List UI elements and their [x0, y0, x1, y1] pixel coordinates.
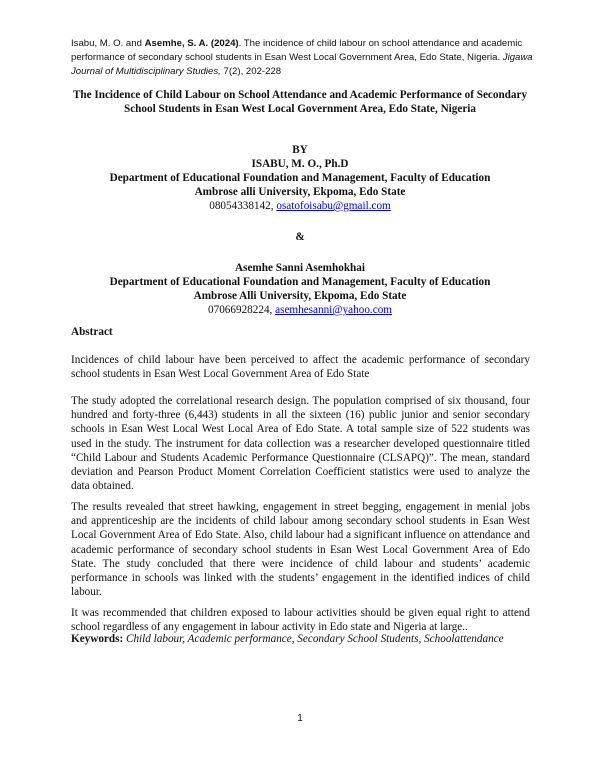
citation-author2: Asemhe, S. A. (2024)	[144, 38, 239, 49]
keywords	[71, 632, 536, 646]
author-phone: 08054338142,	[209, 200, 277, 212]
citation-header	[71, 37, 541, 79]
abstract-paragraph: The results revealed that street hawking, engagement in street begging, engagement in menial jobs and apprenticeship are the incidents of child labour among secondary school students in Esan West Local Government Area of Edo State. Also, child labour had a significant influence on attendance and academic performance of secondary school students in Esan West Local Government Area of Edo State. The study concluded that there were incidence of child labour and students’ academic performance in schools was linked with the students’ engagement in the identified indices of child labour.	[71, 501, 530, 599]
ampersand: &	[295, 231, 305, 243]
citation-author1: Isabu, M. O. and	[71, 38, 145, 49]
abstract-paragraph: The study adopted the correlational research design. The population comprised of six thousand, four hundred and forty-three (6,443) students in all the sixteen (16) public junior and senior secondary schools in Esan West Local West Local Area of Edo State. A total sample size of 522 students was used in the study. The instrument for data collection was a researcher developed questionnaire titled “Child Labour and Students Academic Performance Questionnaire (CLSAPQ)”. The mean, standard deviation and Pearson Product Moment Correlation Coefficient statistics were used to analyze the data obtained.	[71, 395, 530, 493]
author-department: Department of Educational Foundation and Management, Faculty of Education	[109, 276, 491, 288]
abstract-paragraph: It was recommended that children exposed to labour activities should be given equal right to attend school regardless of any engagement in labour activity in Edo state and Nigeria at large..	[71, 607, 530, 634]
author-name: Asemhe Sanni Asemhokhai	[235, 262, 365, 274]
by-label: BY	[292, 144, 308, 156]
author-email-link[interactable]: osatofoisabu@gmail.com	[276, 200, 391, 212]
citation-volume: 7(2), 202-228	[220, 66, 282, 77]
author-university: Ambrose Alli University, Ekpoma, Edo State	[193, 290, 407, 302]
author-contact	[60, 199, 540, 213]
citation-journal: Jigawa Journal of Multidisciplinary Studies,	[71, 52, 533, 77]
author-university: Ambrose alli University, Ekpoma, Edo State	[194, 186, 406, 198]
author-phone: 07066928224,	[208, 304, 276, 316]
abstract-paragraph: Incidences of child labour have been perceived to affect the academic performance of secondary school students in Esan West Local Government Area of Edo State	[71, 354, 530, 381]
keywords-text: Child labour, Academic performance, Secondary School Students, Schoolattendance	[123, 633, 504, 645]
citation-text: . The incidence of child labour on school attendance and academic performance of secondary school students in Esan West Local Government Area, Edo State, Nigeria.	[71, 38, 523, 63]
author-email-link[interactable]: asemhesanni@yahoo.com	[275, 304, 392, 316]
author-block-2	[60, 261, 540, 317]
page-number: 1	[297, 713, 303, 724]
paper-title: The Incidence of Child Labour on School Attendance and Academic Performance of Secondary School Students in Esan West Local Government Area, Edo State, Nigeria	[72, 89, 528, 115]
keywords-label: Keywords:	[71, 633, 124, 645]
author-department: Department of Educational Foundation and Management, Faculty of Education	[109, 172, 491, 184]
author-name: ISABU, M. O., Ph.D	[251, 158, 349, 170]
author-contact	[60, 303, 540, 317]
abstract-heading: Abstract	[71, 326, 113, 338]
author-block-1	[60, 157, 540, 213]
